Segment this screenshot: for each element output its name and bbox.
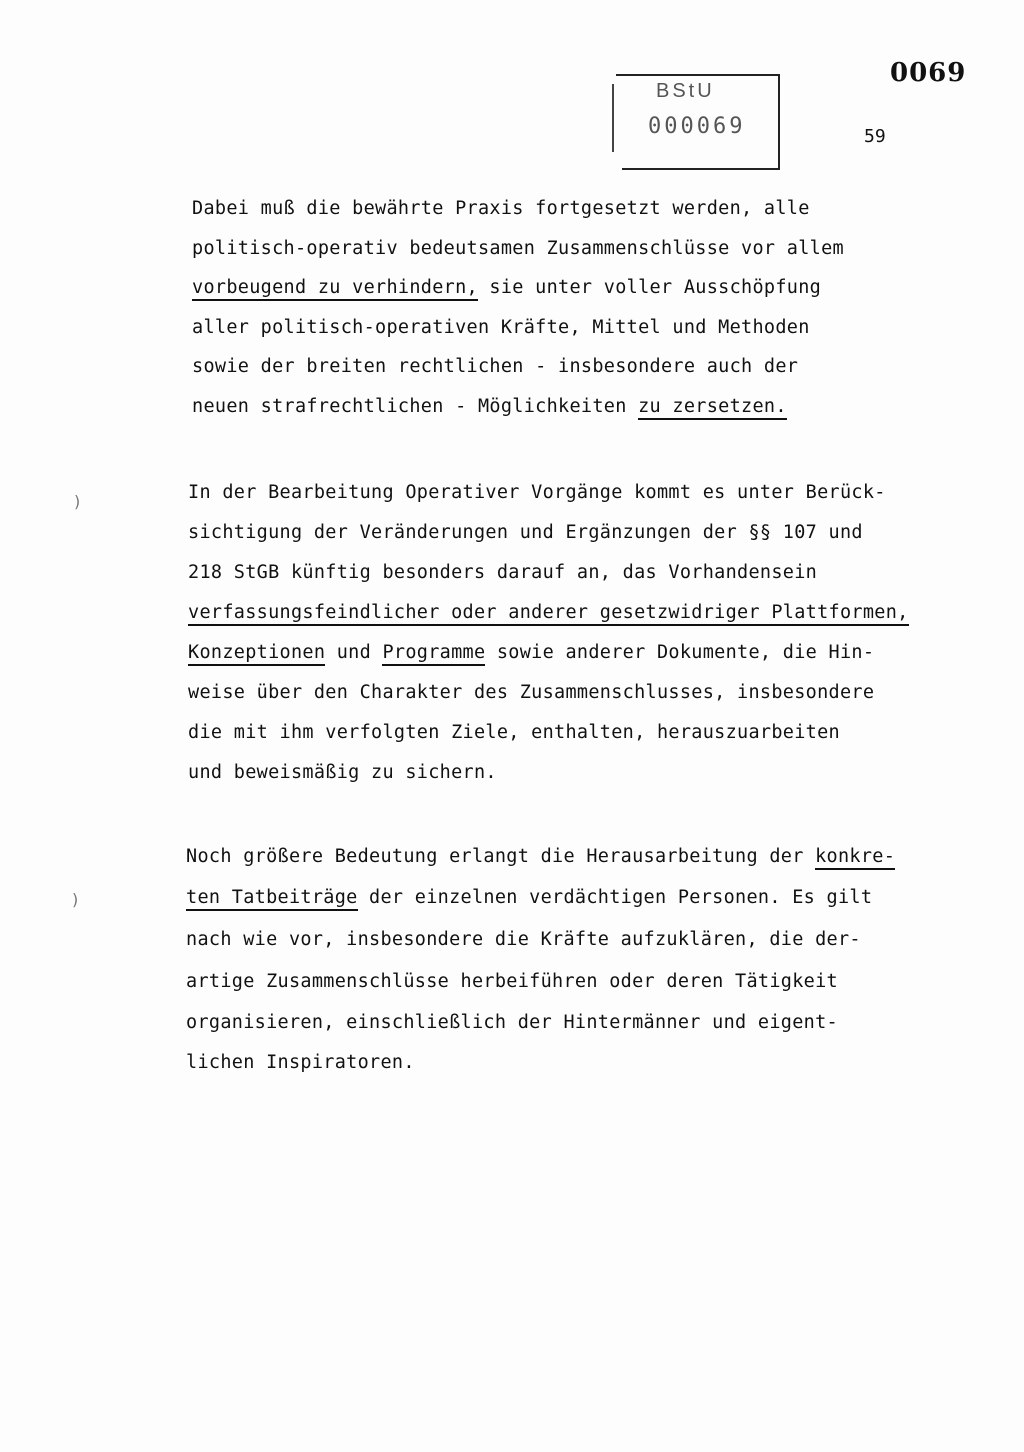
margin-scan-mark: )	[72, 890, 79, 909]
text-segment: weise über den Charakter des Zusammenschlusses, insbesondere	[188, 682, 875, 703]
paragraph-2	[188, 482, 978, 802]
archive-stamp	[612, 74, 780, 170]
text-line	[186, 929, 861, 951]
text-line	[192, 396, 787, 418]
underlined-text: zu zersetzen.	[638, 396, 787, 420]
text-line	[192, 356, 798, 378]
text-segment: Noch größere Bedeutung erlangt die Herausarbeitung der	[186, 846, 816, 867]
text-segment: und	[325, 642, 383, 663]
text-segment: die mit ihm verfolgten Ziele, enthalten, herauszuarbeiten	[188, 722, 840, 743]
text-segment: In der Bearbeitung Operativer Vorgänge kommt es unter Berück-	[188, 482, 886, 503]
text-line	[188, 522, 863, 544]
text-segment: sichtigung der Veränderungen und Ergänzungen der §§ 107 und	[188, 522, 863, 543]
underlined-text: vorbeugend zu verhindern,	[192, 277, 478, 301]
text-line	[192, 238, 844, 260]
stamp-agency: BStU	[656, 80, 715, 102]
text-line	[186, 1012, 838, 1034]
text-line	[186, 846, 895, 868]
underlined-text: verfassungsfeindlicher oder anderer gesetzwidriger Plattformen,	[188, 602, 909, 626]
text-line	[186, 1052, 415, 1074]
stamp-border-bottom	[622, 168, 780, 170]
text-line	[188, 642, 874, 664]
stamp-number: 000069	[648, 114, 746, 139]
text-segment: neuen strafrechtlichen - Möglichkeiten	[192, 396, 639, 417]
underlined-text: Programme	[382, 642, 485, 666]
text-segment: und beweismäßig zu sichern.	[188, 762, 497, 783]
text-line	[188, 682, 874, 704]
text-line	[186, 887, 872, 909]
text-line	[188, 562, 817, 584]
text-segment: sowie anderer Dokumente, die Hin-	[485, 642, 875, 663]
text-segment: Dabei muß die bewährte Praxis fortgesetzt werden, alle	[192, 198, 810, 219]
text-segment: sie unter voller Ausschöpfung	[477, 277, 822, 298]
text-line	[192, 317, 810, 339]
text-line	[188, 482, 886, 504]
text-line	[188, 602, 909, 624]
text-segment: artige Zusammenschlüsse herbeiführen oder deren Tätigkeit	[186, 971, 838, 992]
text-segment: politisch-operativ bedeutsamen Zusammenschlüsse vor allem	[192, 238, 844, 259]
text-segment: organisieren, einschließlich der Hintermänner und eigent-	[186, 1012, 838, 1033]
underlined-text: konkre-	[815, 846, 895, 870]
text-segment: sowie der breiten rechtlichen - insbesondere auch der	[192, 356, 799, 377]
paragraph-1	[192, 198, 912, 438]
text-segment: 218 StGB künftig besonders darauf an, das Vorhandensein	[188, 562, 818, 583]
text-line	[192, 198, 810, 220]
stamp-border-right	[778, 76, 780, 170]
text-segment: aller politisch-operativen Kräfte, Mittel und Methoden	[192, 317, 810, 338]
text-line	[188, 722, 840, 744]
paragraph-3	[186, 846, 966, 1086]
page-number: 59	[864, 126, 886, 147]
stamp-border-left	[612, 84, 614, 152]
underlined-text: Konzeptionen	[188, 642, 325, 666]
text-segment: der einzelnen verdächtigen Personen. Es gilt	[357, 887, 873, 908]
text-line	[192, 277, 821, 299]
text-segment: lichen Inspiratoren.	[186, 1052, 415, 1073]
archive-number: 0069	[890, 58, 967, 88]
text-line	[188, 762, 497, 784]
text-segment: nach wie vor, insbesondere die Kräfte aufzuklären, die der-	[186, 929, 861, 950]
stamp-border-top	[616, 74, 780, 76]
underlined-text: ten Tatbeiträge	[186, 887, 358, 911]
margin-scan-mark: )	[74, 492, 81, 511]
text-line	[186, 971, 838, 993]
